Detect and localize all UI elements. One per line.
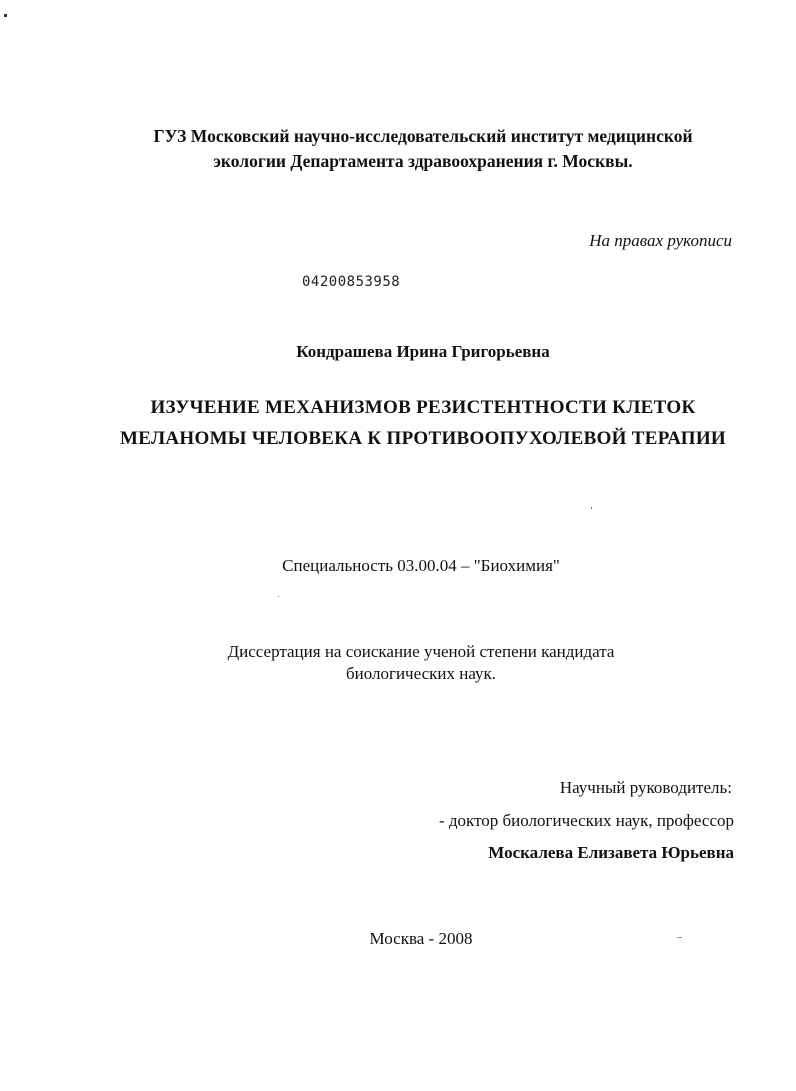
author-name: Кондрашева Ирина Григорьевна xyxy=(296,342,550,361)
degree-statement-line-2: биологических наук. xyxy=(345,664,497,683)
specialty-line: Специальность 03.00.04 – "Биохимия" xyxy=(282,556,560,575)
manuscript-rights-note: На правах рукописи xyxy=(589,231,732,250)
supervisor-degree: - доктор биологических наук, профессор xyxy=(438,811,734,830)
inventory-number-stamp: 04200853958 xyxy=(302,274,401,290)
scan-speck xyxy=(278,596,279,597)
dissertation-title-line-2: МЕЛАНОМЫ ЧЕЛОВЕКА К ПРОТИВООПУХОЛЕВОЙ ТЕРАПИИ xyxy=(119,428,726,449)
scan-speck xyxy=(591,507,592,509)
dissertation-title-line-1: ИЗУЧЕНИЕ МЕХАНИЗМОВ РЕЗИСТЕНТНОСТИ КЛЕТОК xyxy=(150,397,696,418)
institution-name-line-1: ГУЗ Московский научно-исследовательский институт медицинской xyxy=(153,126,693,146)
city-and-year: Москва - 2008 xyxy=(369,929,473,948)
degree-statement-line-1: Диссертация на соискание ученой степени кандидата xyxy=(227,642,615,661)
supervisor-label: Научный руководитель: xyxy=(559,778,732,797)
institution-name-line-2: экологии Департамента здравоохранения г. Москвы. xyxy=(213,151,633,171)
supervisor-name: Москалева Елизавета Юрьевна xyxy=(488,843,734,862)
scan-speck xyxy=(4,14,7,17)
